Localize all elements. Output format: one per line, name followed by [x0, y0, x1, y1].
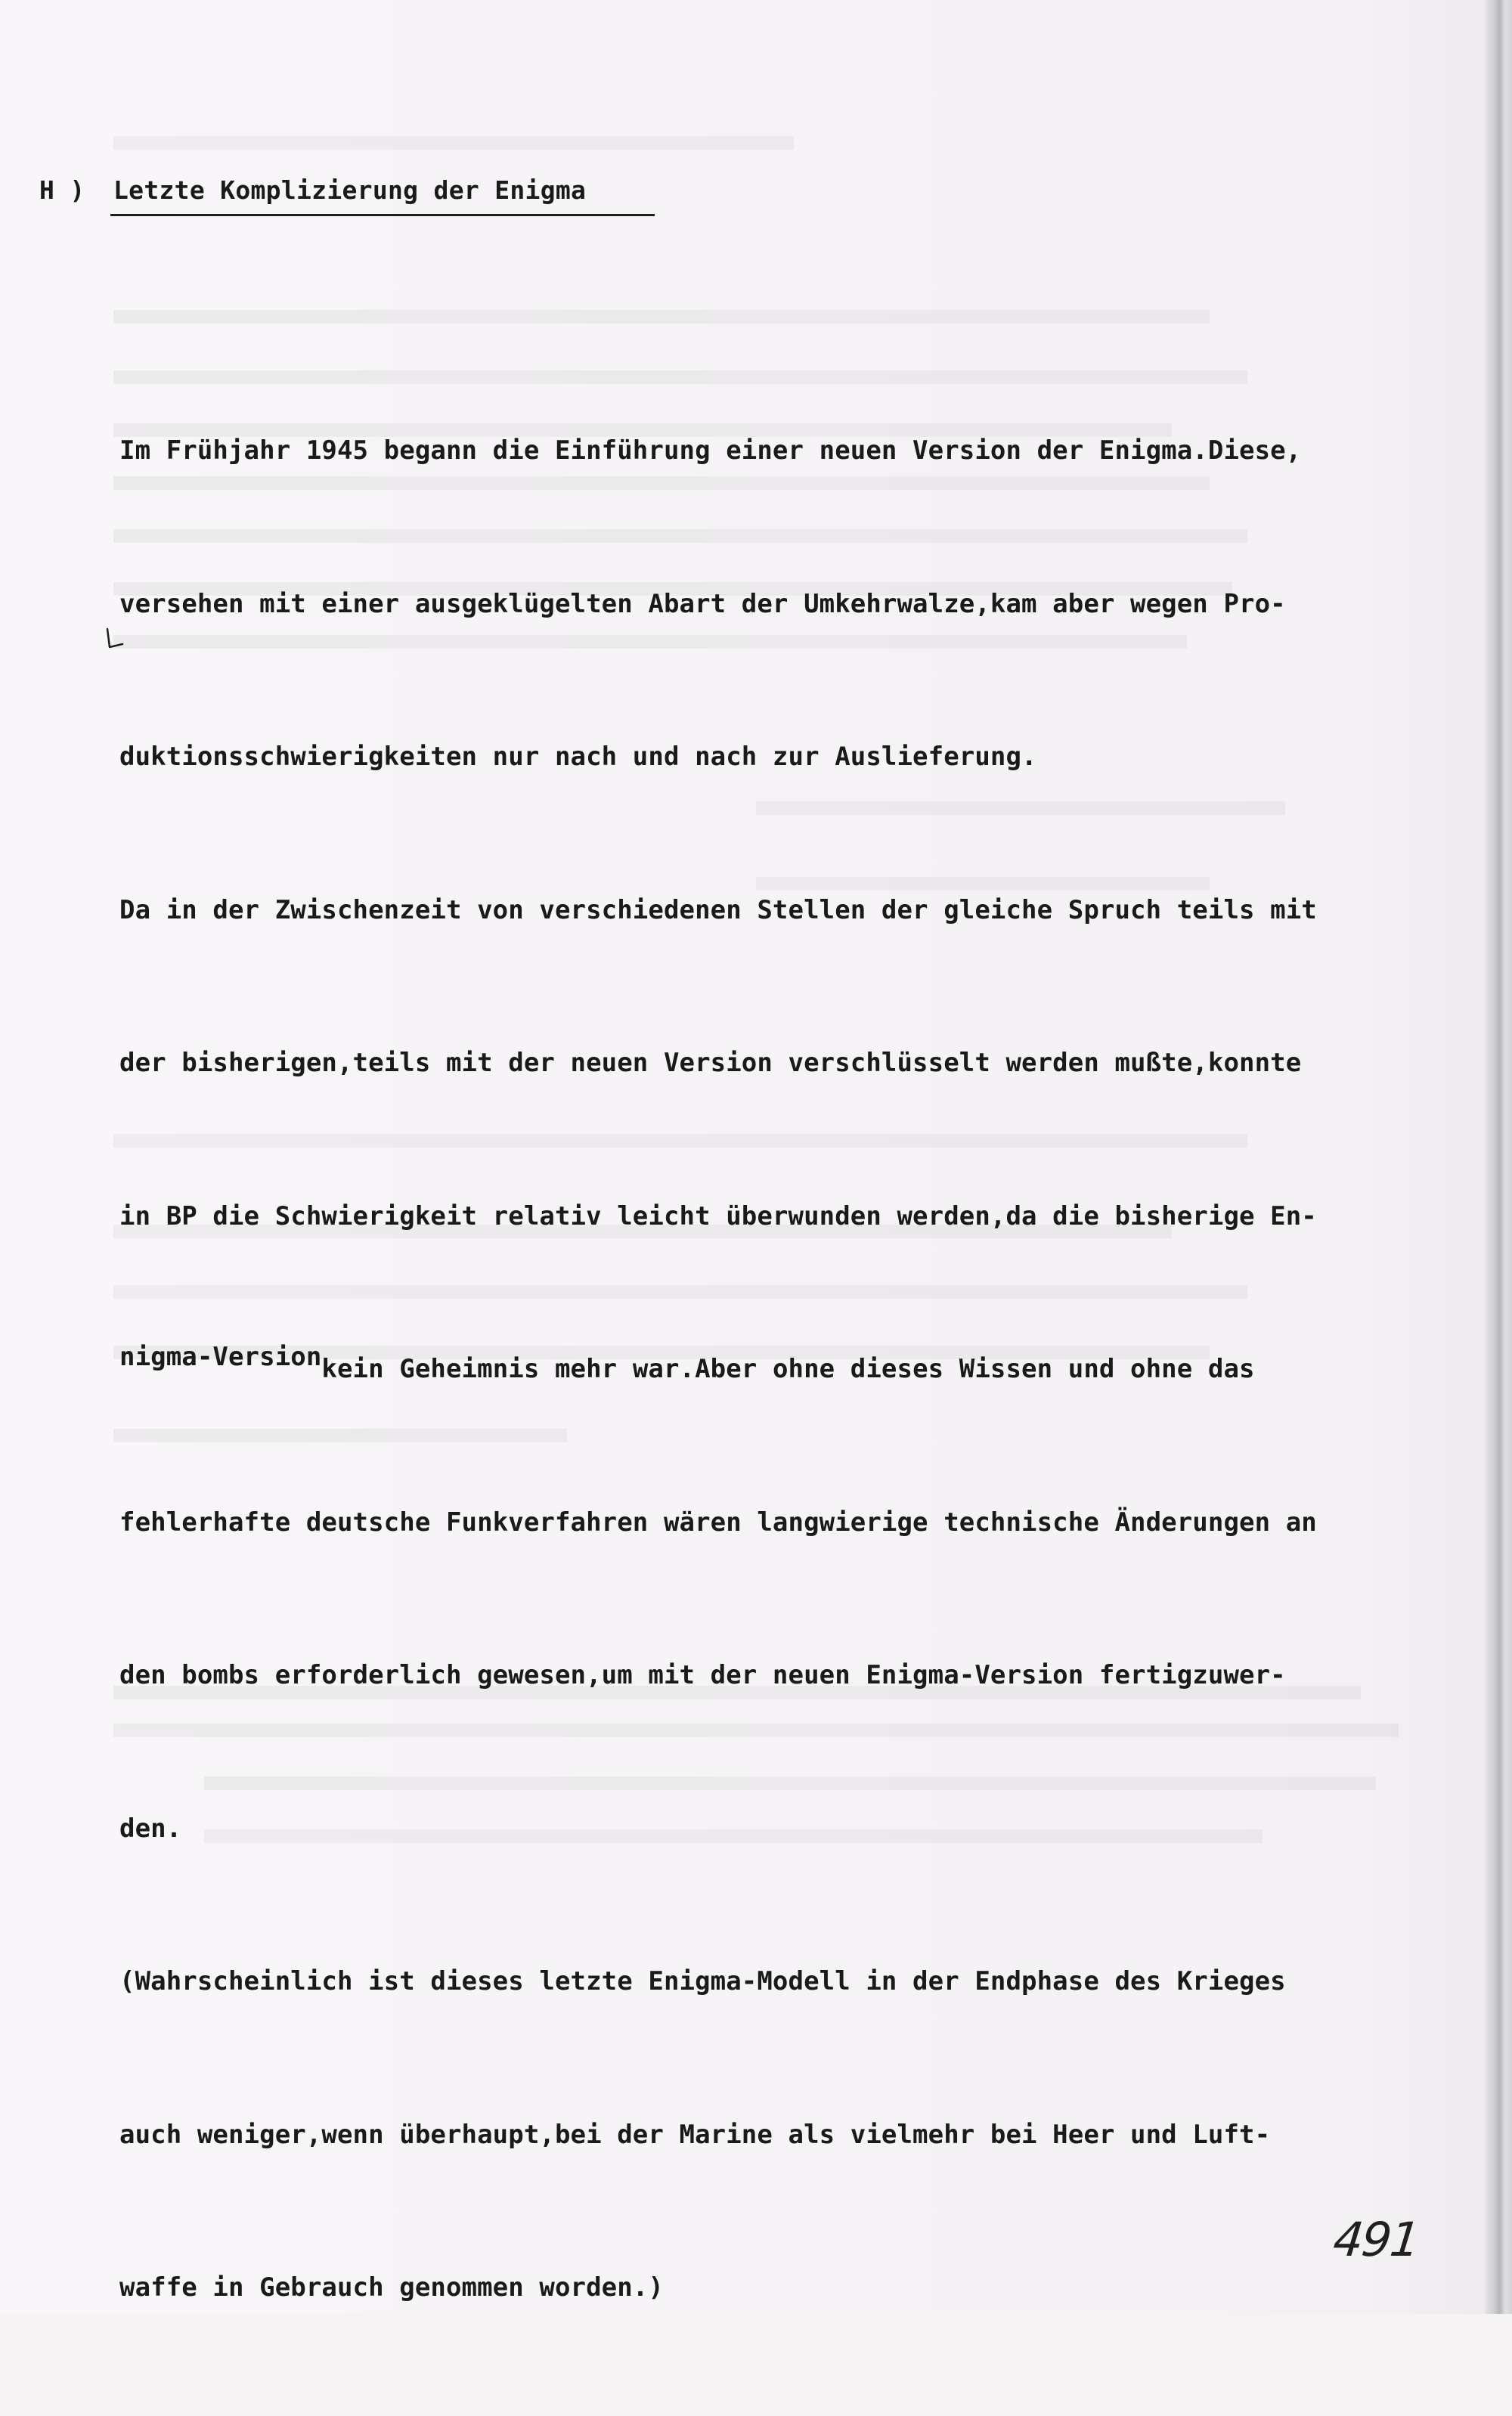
paragraph-line: fehlerhafte deutsche Funkverfahren wären langwierige technische Änderungen an	[119, 1507, 1317, 1538]
body-paragraph	[119, 324, 1420, 2416]
paragraph-line-corrected	[119, 1344, 1420, 1395]
paragraph-line: den.	[119, 1813, 182, 1844]
paragraph-line: versehen mit einer ausgeklügelten Abart der Umkehrwalze,kam aber wegen Pro-	[119, 588, 1286, 619]
heading-underline	[110, 214, 655, 216]
paragraph-line: Da in der Zwischenzeit von verschiedenen Stellen der gleiche Spruch teils mit	[119, 894, 1317, 925]
paragraph-line: der bisherigen,teils mit der neuen Version verschlüsselt werden mußte,konnte	[119, 1048, 1302, 1078]
paragraph-line: Im Frühjahr 1945 begann die Einführung einer neuen Version der Enigma.Diese,	[119, 435, 1302, 466]
paragraph-line: waffe in Gebrauch genommen worden.)	[119, 2272, 664, 2303]
section-title: Letzte Komplizierung der Enigma	[113, 175, 587, 205]
paragraph-line-rest: kein Geheimnis mehr war.Aber ohne dieses Wissen und ohne das	[321, 1354, 1255, 1384]
page-number: 491	[1331, 2212, 1422, 2267]
section-letter: H )	[39, 175, 85, 205]
paragraph-line: in BP die Schwierigkeit relativ leicht überwunden werden,da die bisherige En-	[119, 1200, 1317, 1231]
paragraph-line: duktionsschwierigkeiten nur nach und nach zur Auslieferung.	[119, 742, 1037, 772]
insertion-mark-icon	[104, 626, 124, 652]
paragraph-line: (Wahrscheinlich ist dieses letzte Enigma-Modell in der Endphase des Krieges	[119, 1966, 1286, 1996]
paragraph-line: den bombs erforderlich gewesen,um mit der neuen Enigma-Version fertigzuwer-	[119, 1660, 1286, 1690]
inserted-word: nigma-Version	[119, 1342, 322, 1372]
section-heading	[39, 175, 586, 205]
page-edge-shadow	[1485, 0, 1512, 2314]
paragraph-line: auch weniger,wenn überhaupt,bei der Marine als vielmehr bei Heer und Luft-	[119, 2119, 1271, 2150]
